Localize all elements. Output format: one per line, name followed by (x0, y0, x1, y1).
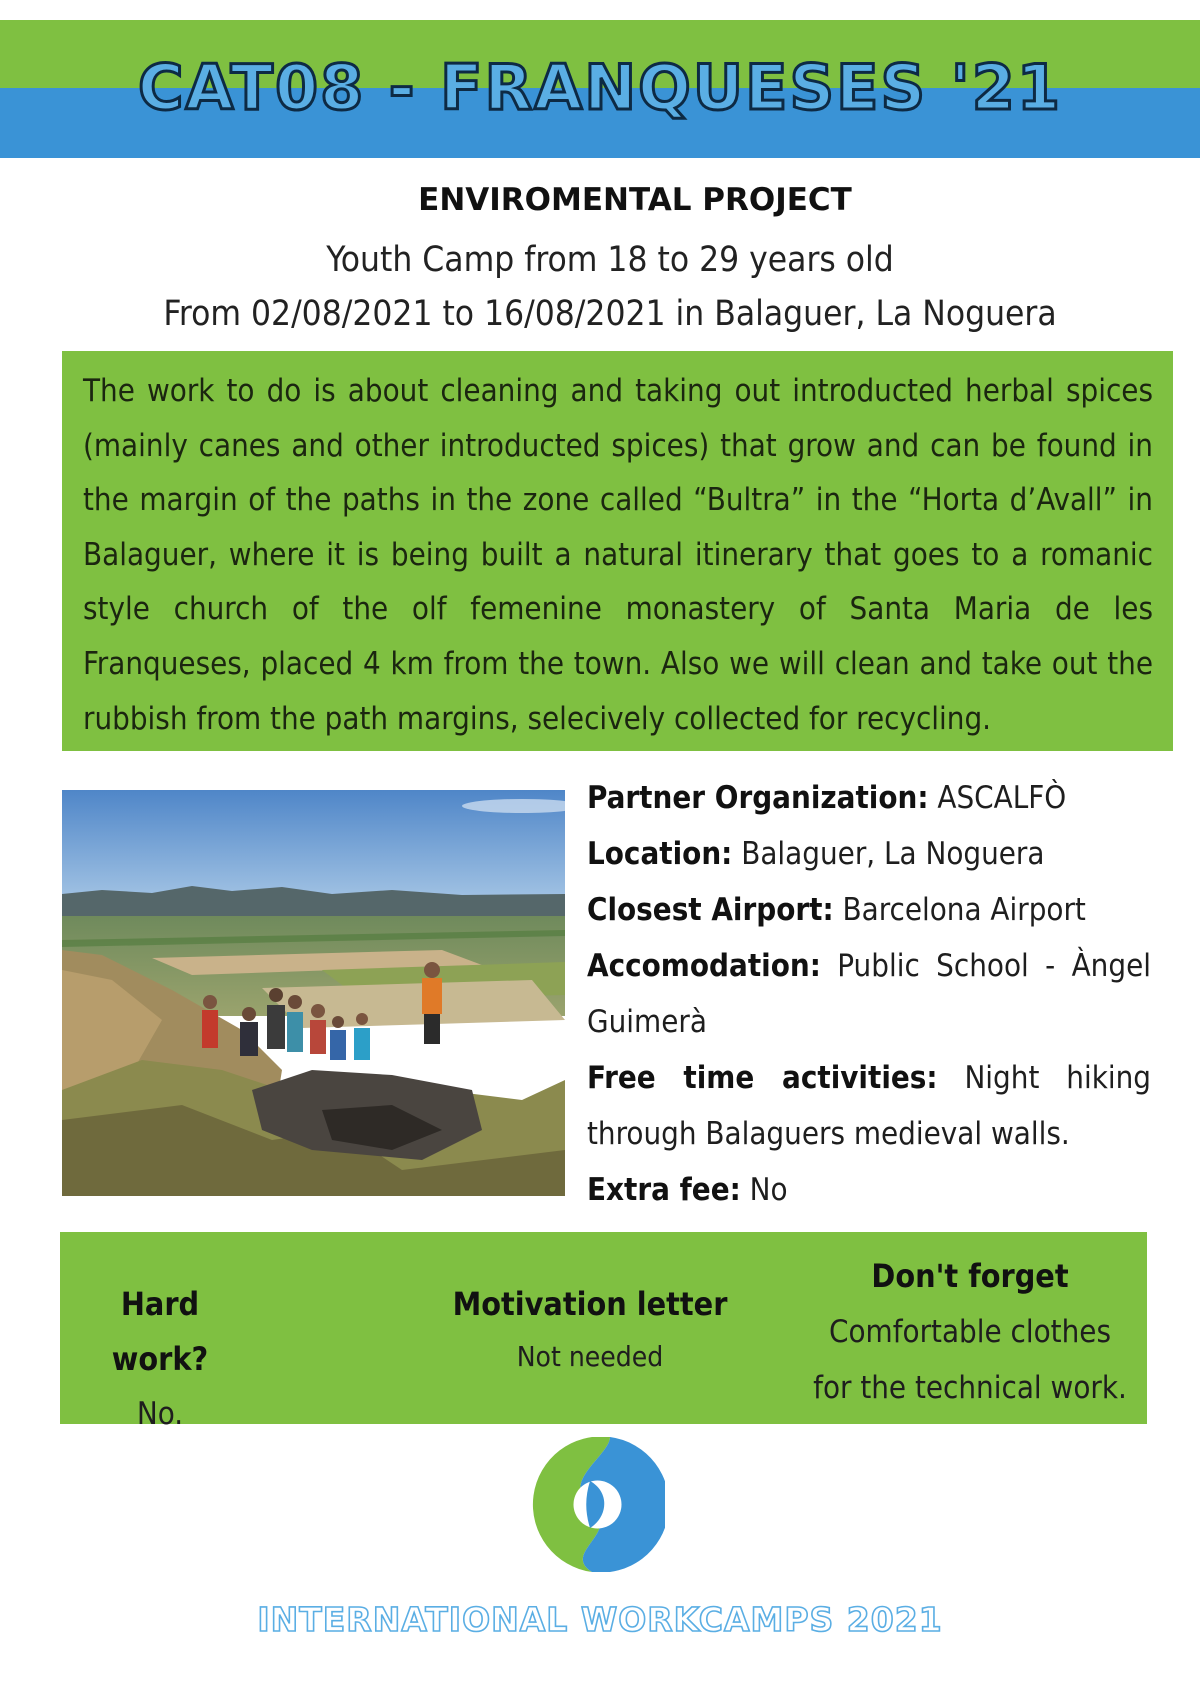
motivation-title: Motivation letter (452, 1285, 728, 1323)
dont-forget-title: Don't forget (871, 1257, 1069, 1295)
project-title: ENVIROMENTAL PROJECT (418, 182, 852, 218)
camp-photo (62, 790, 565, 1196)
info-partner: Partner Organization: ASCALFÒ (587, 780, 1067, 816)
footer-title: INTERNATIONAL WORKCAMPS 2021 (257, 1600, 943, 1639)
intro-age-range: Youth Camp from 18 to 29 years old (326, 240, 894, 280)
motivation-value: Not needed (516, 1340, 664, 1373)
banner-title: CAT08 - FRANQUESES '21 (137, 51, 1063, 124)
intro-dates-location: From 02/08/2021 to 16/08/2021 in Balaguer, La Noguera (163, 294, 1057, 334)
info-accommodation: Accomodation: Public School - Àngel Guimerà (587, 948, 1151, 1040)
description-text: The work to do is about cleaning and taking out introducted herbal spices (mainly canes and other introducted spices) that grow and can be found in the margin of the paths in the zone called “Bultra” in the “Horta d’Avall” in Balaguer, where it is being built a natural itinerary that goes to a romanic style church of the olf femenine monastery of Santa Maria de les Franqueses, placed 4 km from the town. Also we will clean and take out the rubbish from the path margins, selecively collected for recycling. (83, 373, 1153, 737)
requirements-box (60, 1232, 1147, 1432)
info-airport: Closest Airport: Barcelona Airport (587, 892, 1086, 928)
workcamps-logo-icon (530, 1437, 665, 1572)
description-box (62, 351, 1173, 751)
dont-forget-column (800, 1248, 1140, 1416)
info-extra-fee: Extra fee: No (587, 1172, 788, 1208)
info-location: Location: Balaguer, La Noguera (587, 836, 1045, 872)
dont-forget-line2: for the technical work. (813, 1370, 1127, 1406)
dont-forget-line1: Comfortable clothes (829, 1314, 1111, 1350)
motivation-column (440, 1277, 740, 1382)
info-free-time: Free time activities: Night hiking through Balaguers medieval walls. (587, 1060, 1151, 1152)
hard-work-value: No. (136, 1396, 184, 1432)
hard-work-column (80, 1277, 240, 1442)
info-list (587, 770, 1151, 1218)
hard-work-title: Hard work? (111, 1285, 209, 1378)
